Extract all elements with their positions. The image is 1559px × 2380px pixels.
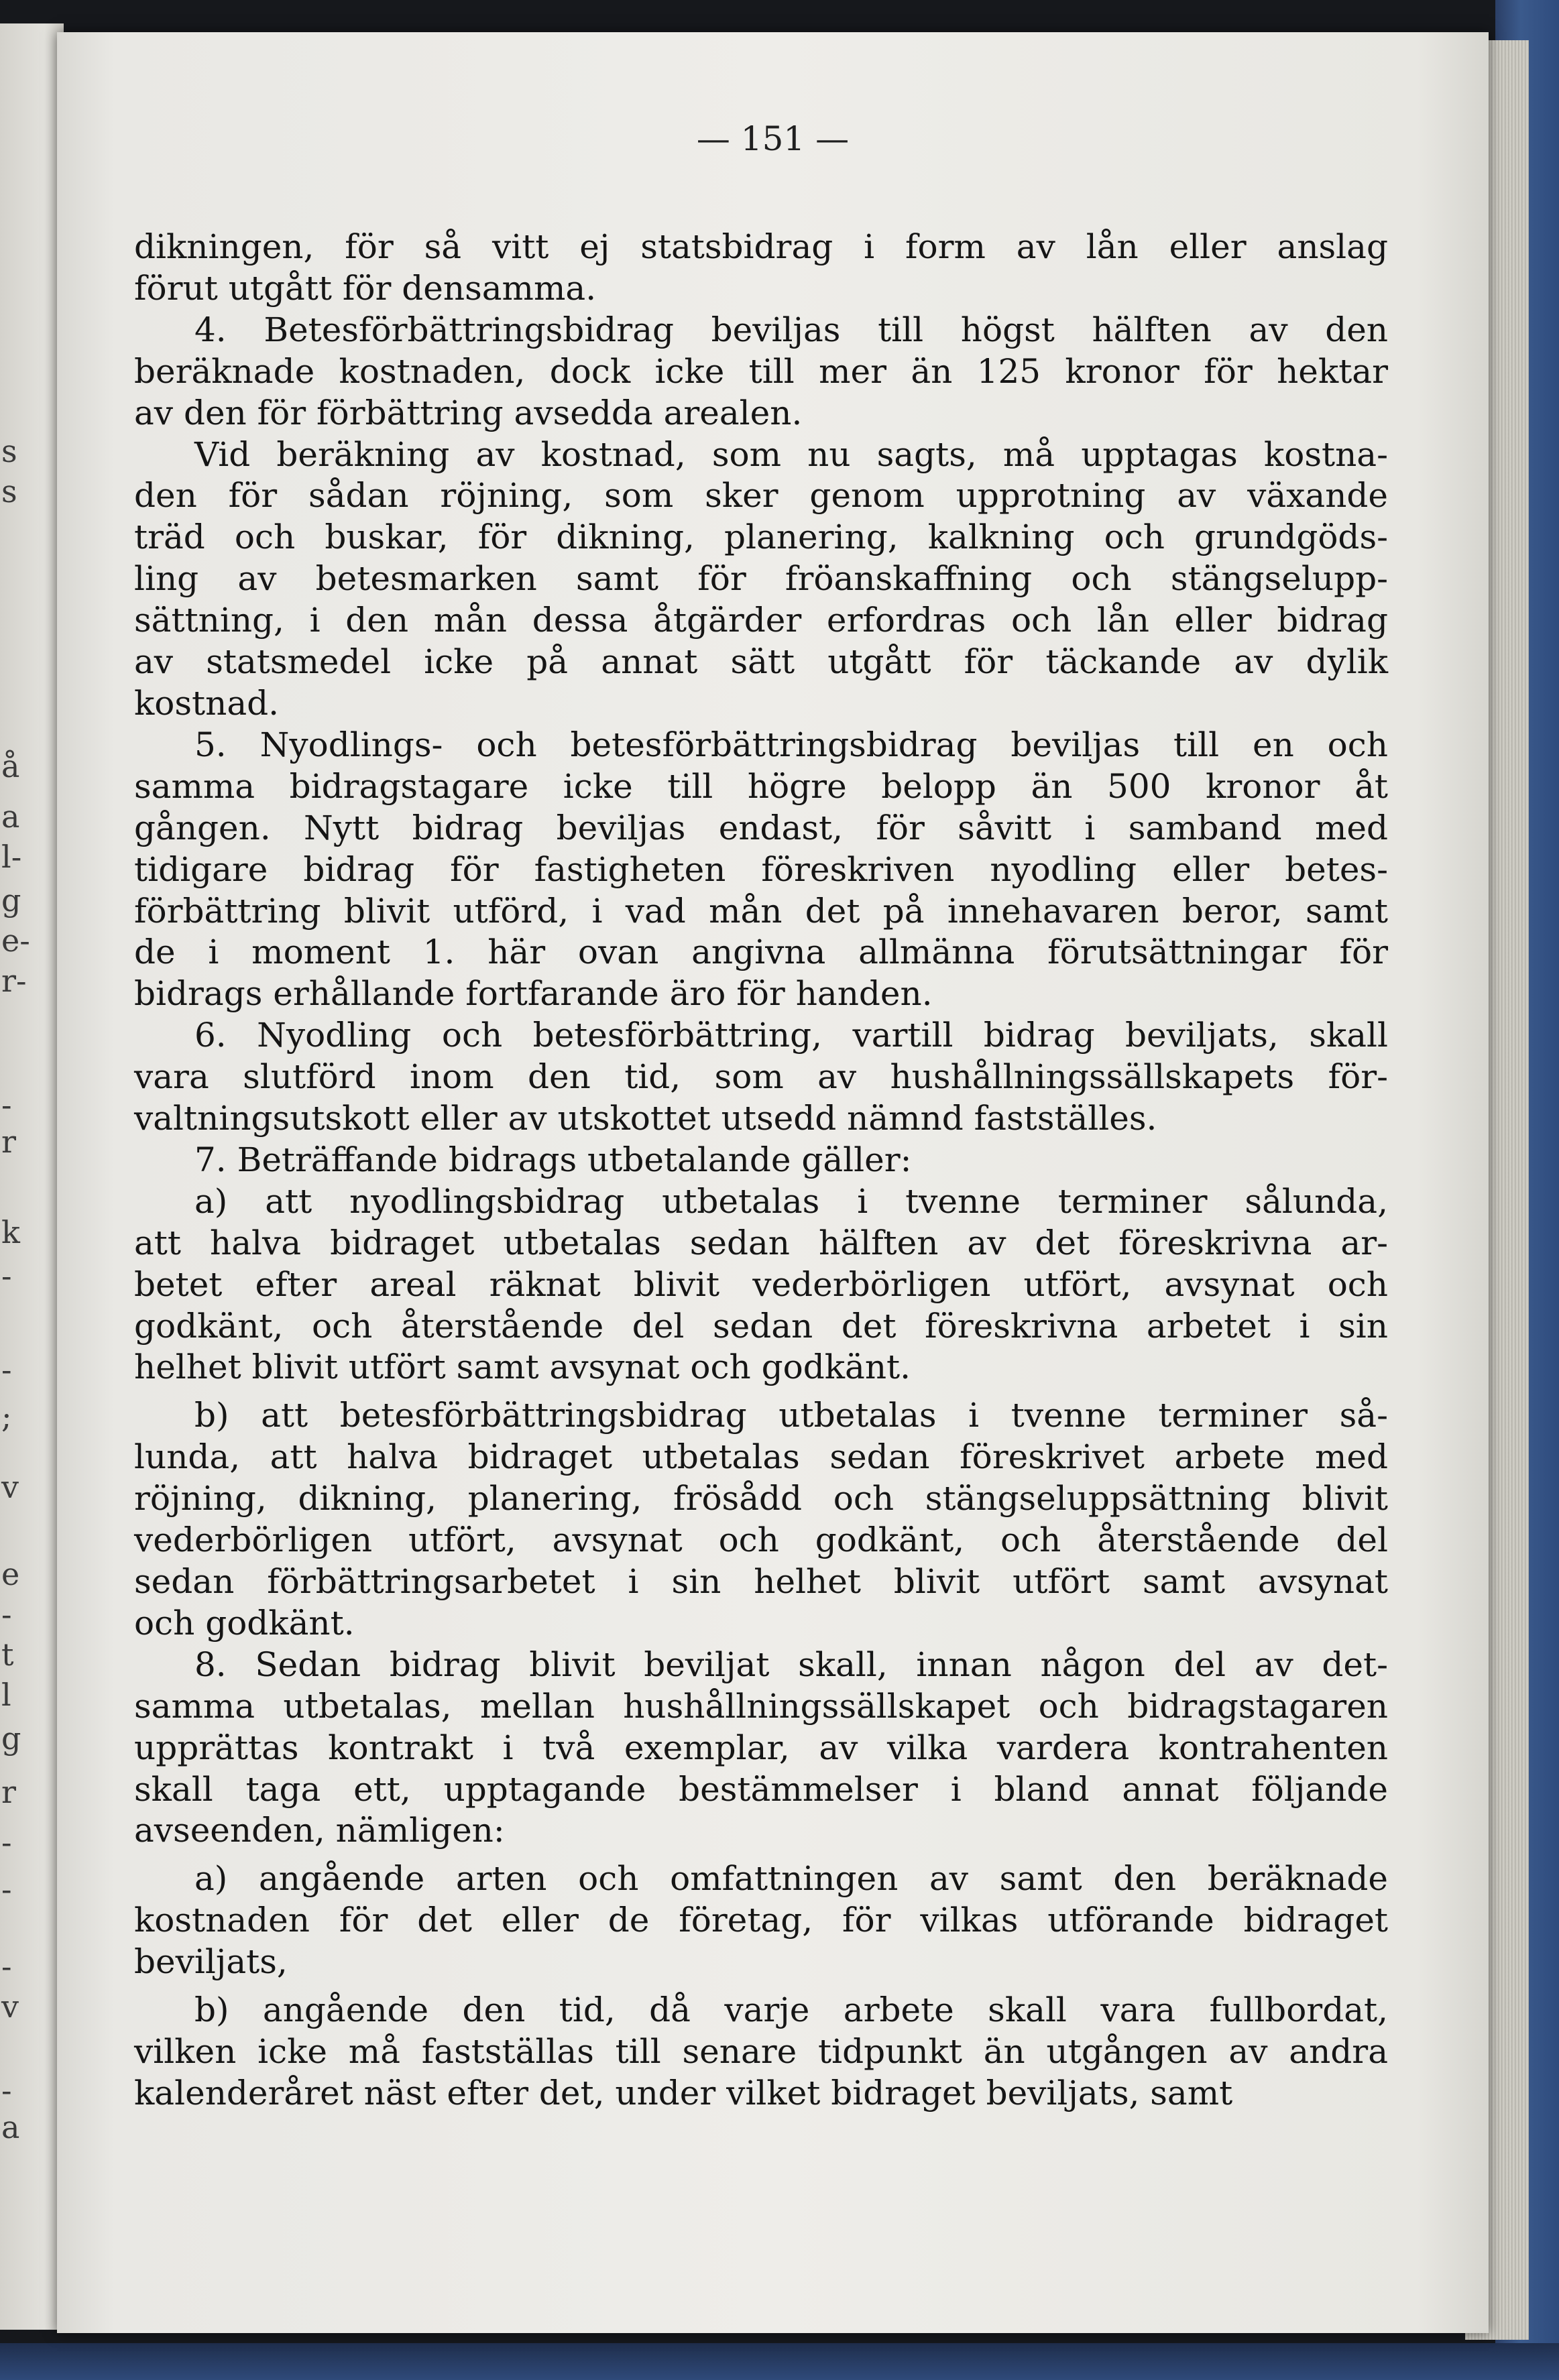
text-line: avseenden, nämligen:: [134, 1811, 505, 1850]
margin-fragment: -: [1, 1596, 12, 1632]
text-line: lunda, att halva bidraget utbetalas sedan föreskrivet arbete med: [134, 1437, 1388, 1477]
text-line: tidigare bidrag för fastigheten föreskriven nyodling eller betes-: [134, 849, 1388, 889]
body-text: [134, 227, 1388, 2115]
margin-fragment: g: [1, 882, 21, 918]
margin-fragment: ;: [1, 1399, 12, 1435]
text-line: vara slutförd inom den tid, som av hushållningssällskapets för-: [134, 1057, 1388, 1097]
text-line: att halva bidraget utbetalas sedan hälften av det föreskrivna ar-: [134, 1223, 1388, 1262]
margin-fragment: l-: [1, 839, 22, 875]
text-line: samma utbetalas, mellan hushållningssällskapet och bidragstagaren: [134, 1686, 1388, 1726]
margin-fragment: -: [1, 1824, 12, 1860]
text-line: förut utgått för densamma.: [134, 268, 597, 308]
text-line: 4. Betesförbättringsbidrag beviljas till högst hälften av den: [194, 310, 1388, 349]
text-line: valtningsutskott eller av utskottet utsedd nämnd fastställes.: [134, 1099, 1157, 1138]
margin-fragment: r-: [1, 963, 27, 999]
text-line: den för sådan röjning, som sker genom upprotning av växande: [134, 476, 1388, 516]
margin-fragment: v: [1, 1469, 19, 1505]
margin-fragment: t: [1, 1637, 14, 1673]
text-line: beviljats,: [134, 1942, 288, 1982]
text-line: röjning, dikning, planering, frösådd och stängseluppsättning blivit: [134, 1479, 1388, 1519]
text-line: förbättring blivit utförd, i vad mån det på innehavaren beror, samt: [134, 891, 1388, 931]
margin-fragment: r: [1, 1124, 16, 1160]
margin-fragment: -: [1, 1087, 12, 1123]
text-line: beräknade kostnaden, dock icke till mer än 125 kronor för hektar: [134, 351, 1388, 391]
book-bottom-edge: [0, 2343, 1559, 2380]
margin-fragment: l: [1, 1677, 11, 1713]
margin-fragment: e-: [1, 923, 30, 959]
text-line: kostnaden för det eller de företag, för vilkas utförande bidraget: [134, 1901, 1388, 1940]
text-line: träd och buskar, för dikning, planering, kalkning och grundgöds-: [134, 518, 1388, 557]
margin-fragment: g: [1, 1720, 21, 1757]
margin-fragment: e: [1, 1556, 20, 1592]
margin-fragment: s: [1, 473, 17, 510]
text-line: kalenderåret näst efter det, under vilket bidraget beviljats, samt: [134, 2073, 1233, 2113]
text-line: upprättas kontrakt i två exemplar, av vilka vardera kontrahenten: [134, 1728, 1388, 1767]
margin-fragment: s: [1, 433, 17, 469]
left-page-edge: [0, 23, 64, 2330]
margin-fragment: r: [1, 1774, 16, 1810]
margin-fragment: -: [1, 1258, 12, 1294]
text-line: sedan förbättringsarbetet i sin helhet blivit utfört samt avsynat: [134, 1562, 1388, 1601]
margin-fragment: a: [1, 798, 20, 835]
text-line: 8. Sedan bidrag blivit beviljat skall, innan någon del av det-: [194, 1645, 1388, 1684]
text-line: av statsmedel icke på annat sätt utgått för täckande av dylik: [134, 642, 1388, 682]
text-line: de i moment 1. här ovan angivna allmänna förutsättningar för: [134, 933, 1388, 972]
text-line: godkänt, och återstående del sedan det föreskrivna arbetet i sin: [134, 1306, 1388, 1346]
text-line: a) angående arten och omfattningen av samt den beräknade: [194, 1859, 1388, 1899]
text-line: Vid beräkning av kostnad, som nu sagts, må upptagas kostna-: [194, 434, 1388, 474]
text-line: dikningen, för så vitt ej statsbidrag i form av lån eller anslag: [134, 227, 1388, 266]
text-line: vederbörligen utfört, avsynat och godkänt, och återstående del: [134, 1521, 1388, 1560]
text-line: b) att betesförbättringsbidrag utbetalas i tvenne terminer så-: [194, 1396, 1388, 1435]
text-line: betet efter areal räknat blivit vederbörligen utfört, avsynat och: [134, 1264, 1388, 1304]
text-line: gången. Nytt bidrag beviljas endast, för såvitt i samband med: [134, 808, 1388, 847]
text-line: ling av betesmarken samt för fröanskaffning och stängselupp-: [134, 559, 1388, 599]
text-line: av den för förbättring avsedda arealen.: [134, 393, 803, 432]
margin-fragment: å: [1, 748, 20, 784]
text-line: vilken icke må fastställas till senare tidpunkt än utgången av andra: [134, 2031, 1388, 2071]
book-page: [57, 32, 1489, 2333]
margin-fragment: -: [1, 1871, 12, 1907]
text-line: 7. Beträffande bidrags utbetalande gäller:: [194, 1140, 912, 1179]
margin-fragment: -: [1, 2072, 12, 2108]
text-line: bidrags erhållande fortfarande äro för handen.: [134, 974, 933, 1014]
text-line: skall taga ett, upptagande bestämmelser i bland annat följande: [134, 1769, 1388, 1809]
text-line: b) angående den tid, då varje arbete skall vara fullbordat,: [194, 1990, 1388, 2030]
text-line: 6. Nyodling och betesförbättring, vartill bidrag beviljats, skall: [194, 1016, 1388, 1055]
margin-fragment: v: [1, 1988, 19, 2025]
margin-fragment: -: [1, 1352, 12, 1388]
margin-fragment: a: [1, 2109, 20, 2145]
text-line: och godkänt.: [134, 1603, 355, 1643]
text-line: helhet blivit utfört samt avsynat och godkänt.: [134, 1348, 911, 1387]
margin-fragment: -: [1, 1948, 12, 1984]
text-line: kostnad.: [134, 683, 280, 723]
text-line: a) att nyodlingsbidrag utbetalas i tvenne terminer sålunda,: [194, 1181, 1388, 1221]
text-line: samma bidragstagare icke till högre belopp än 500 kronor åt: [134, 766, 1388, 806]
text-line: sättning, i den mån dessa åtgärder erfordras och lån eller bidrag: [134, 601, 1388, 640]
page-number: — 151 —: [696, 119, 850, 158]
margin-fragment: k: [1, 1214, 20, 1250]
text-line: 5. Nyodlings- och betesförbättringsbidrag beviljas till en och: [194, 725, 1388, 764]
